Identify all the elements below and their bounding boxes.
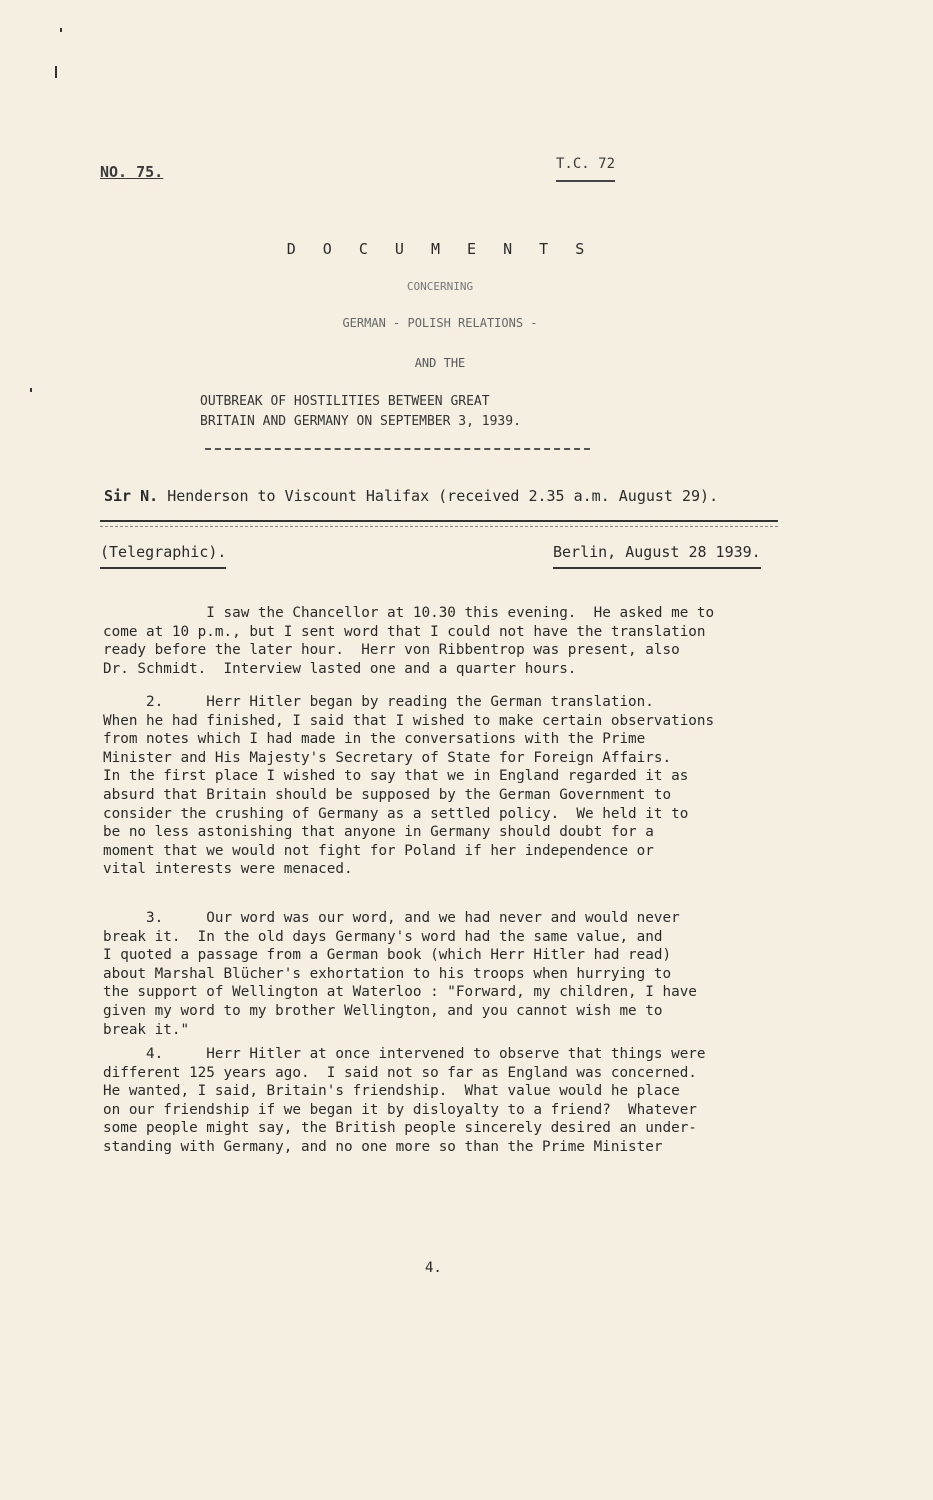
scan-mark (55, 66, 57, 78)
paragraph-4: 4. Herr Hitler at once intervened to observe that things were different 125 years ago. I said not so far as England was concerned. He wanted, I said, Britain's friendship. What value would he place on our friendship if we began it by disloyalty to a friend? Whatever some people might say, the British people sincerely desired an under- standing with Germany, and no one more so than the Prime Minister (103, 1046, 706, 1155)
title-concerning: CONCERNING (406, 280, 474, 293)
telegram-type: (Telegraphic). (100, 543, 226, 569)
scan-mark (30, 388, 32, 392)
title-documents: D O C U M E N T S (286, 240, 594, 258)
title-outbreak-line2: BRITAIN AND GERMANY ON SEPTEMBER 3, 1939. (200, 414, 521, 429)
title-divider (205, 448, 590, 450)
scan-mark (60, 28, 62, 32)
subject-rule-dashed (100, 526, 778, 527)
paragraph-2: 2. Herr Hitler began by reading the German translation. When he had finished, I said that I wished to make certain observations from notes which I had made in the conversations with the Prime Minister and His Majesty's Secretary of State for Foreign Affairs. In the first place I wished to say that we in England regarded it as absurd that Britain should be supposed by the German Government to consider the crushing of Germany as a settled policy. We held it to be no less astonishing that anyone in Germany should doubt for a moment that we would not fight for Poland if her independence or vital interests were menaced. (103, 694, 715, 878)
title-outbreak-line1: OUTBREAK OF HOSTILITIES BETWEEN GREAT (200, 394, 490, 409)
document-number: NO. 75. (100, 163, 164, 181)
subject-prefix: Sir N. (104, 487, 159, 505)
subject-text: Henderson to Viscount Halifax (received 2.35 a.m. August 29). (158, 487, 719, 505)
paragraph-1: I saw the Chancellor at 10.30 this evening. He asked me to come at 10 p.m., but I sent word that I could not have the translation ready before the later hour. Herr von Ribbentrop was present, also Dr. Schmidt. Interview lasted one and a quarter hours. (103, 605, 715, 677)
reference-code: T.C. 72 (556, 156, 615, 182)
paragraph-3: 3. Our word was our word, and we had never and would never break it. In the old days Germany's word had the same value, and I quoted a passage from a German book (which Herr Hitler had read) about Marshal Blücher's exhortation to his troops when hurrying to the support of Wellington at Waterloo : "Forward, my children, I have given my word to my brother Wellington, and you cannot wish me to break it." (103, 910, 697, 1038)
title-and-the: AND THE (414, 356, 466, 370)
subject-rule (100, 520, 778, 522)
place-date: Berlin, August 28 1939. (553, 543, 761, 569)
page-number: 4. (425, 1260, 442, 1276)
telegram-subject (104, 487, 718, 505)
title-outbreak (200, 392, 521, 432)
title-relations: GERMAN - POLISH RELATIONS - (342, 316, 538, 330)
